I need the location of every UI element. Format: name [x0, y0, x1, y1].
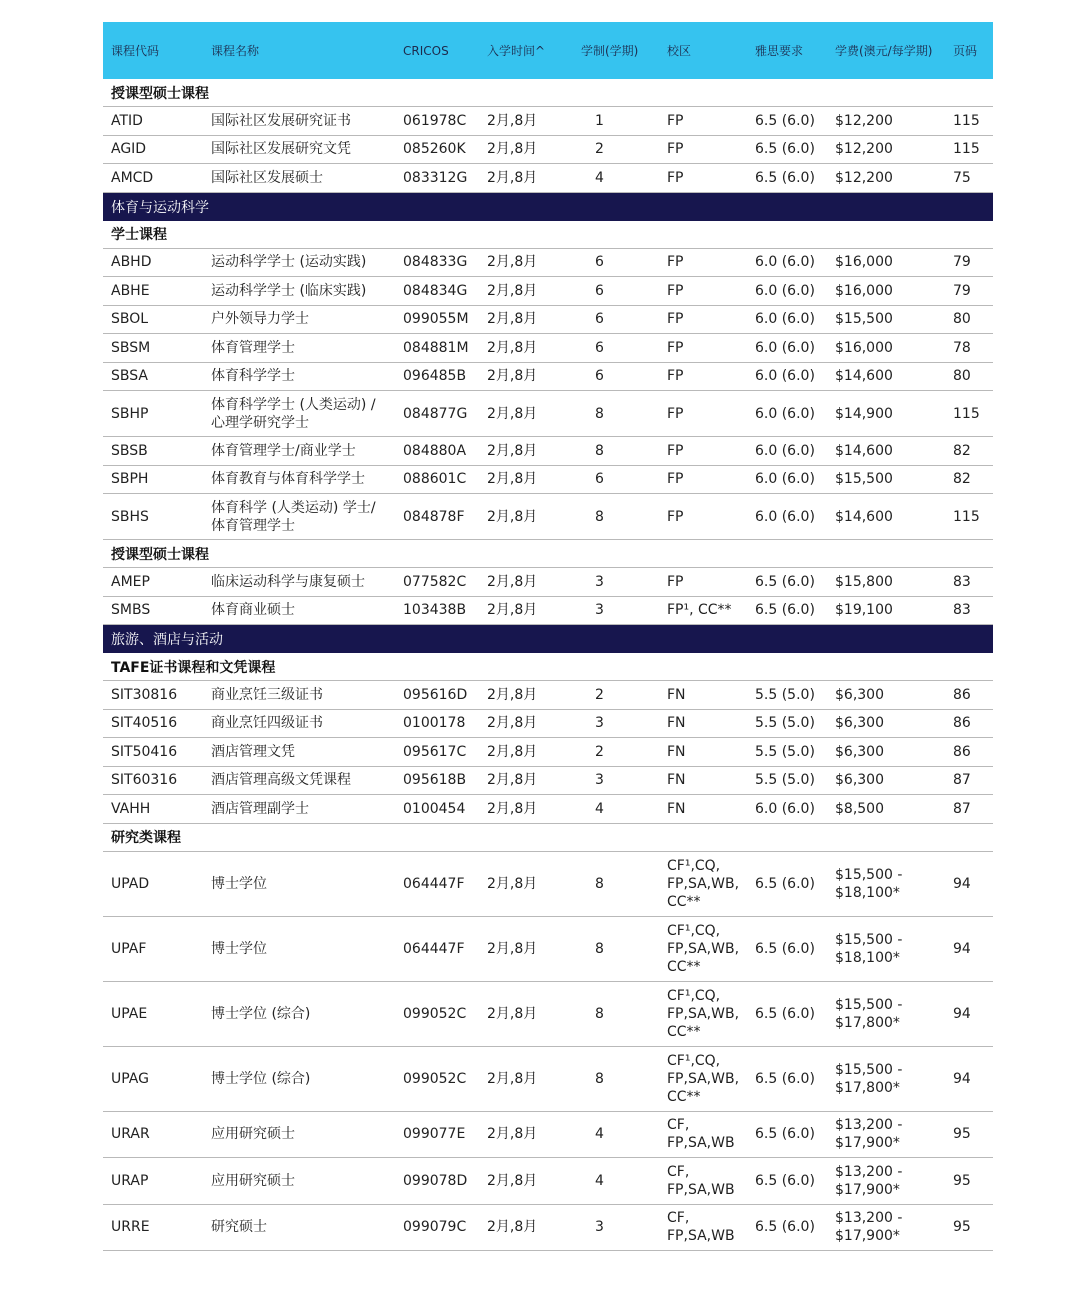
cell-intake: 2月,8月: [487, 169, 538, 186]
cell-cricos: 099077E: [403, 1126, 466, 1143]
cell-page: 80: [953, 311, 971, 328]
cell-name: 国际社区发展硕士: [211, 169, 323, 186]
cell-name: 国际社区发展研究文凭: [211, 141, 351, 158]
cell-duration: 3: [595, 715, 604, 732]
table-header: [103, 22, 993, 79]
cell-fee: $6,300: [835, 686, 884, 703]
cell-duration: 8: [595, 1070, 604, 1087]
cell-page: 83: [953, 573, 971, 590]
cell-name: 体育管理学士: [211, 339, 295, 356]
cell-code: AGID: [111, 141, 147, 158]
cell-campus: FP: [667, 112, 684, 129]
cell-code: UPAD: [111, 875, 150, 892]
cell-duration: 6: [595, 311, 604, 328]
cell-duration: 3: [595, 573, 604, 590]
table-row: [103, 1205, 993, 1252]
cell-page: 94: [953, 1005, 971, 1022]
cell-campus: FP: [667, 442, 684, 459]
cell-duration: 8: [595, 1005, 604, 1022]
table-row: [103, 334, 993, 363]
cell-ielts: 6.5 (6.0): [755, 1219, 815, 1236]
cell-name: 国际社区发展研究证书: [211, 112, 351, 129]
cell-campus: FN: [667, 686, 686, 703]
table-row: [103, 249, 993, 278]
cell-code: AMEP: [111, 573, 150, 590]
section-subheading: 研究类课程: [103, 824, 993, 852]
cell-campus: FP: [667, 368, 684, 385]
cell-cricos: 099052C: [403, 1070, 467, 1087]
cell-intake: 2月,8月: [487, 1219, 538, 1236]
cell-name: 体育管理学士/商业学士: [211, 442, 356, 459]
cell-name: 体育教育与体育科学学士: [211, 471, 365, 488]
cell-name: 酒店管理副学士: [211, 800, 309, 817]
cell-name: 博士学位 (综合): [211, 1005, 311, 1022]
cell-name: 酒店管理高级文凭课程: [211, 772, 351, 789]
cell-duration: 6: [595, 339, 604, 356]
cell-code: SBOL: [111, 311, 149, 328]
table-row: [103, 107, 993, 136]
cell-campus: FP: [667, 311, 684, 328]
cell-code: SMBS: [111, 602, 151, 619]
cell-fee: $14,600: [835, 442, 893, 459]
section-subheading: 授课型硕士课程: [103, 79, 993, 107]
cell-intake: 2月,8月: [487, 368, 538, 385]
cell-fee: $14,900: [835, 405, 893, 422]
cell-cricos: 095617C: [403, 743, 467, 760]
cell-page: 82: [953, 471, 971, 488]
header-intake: 入学时间^: [487, 44, 546, 58]
cell-name: 运动科学学士 (临床实践): [211, 282, 367, 299]
cell-duration: 4: [595, 1126, 604, 1143]
cell-cricos: 084878F: [403, 508, 465, 525]
table-row: [103, 767, 993, 796]
cell-fee: $15,500 - $17,800*: [835, 1061, 903, 1096]
table-row: [103, 437, 993, 466]
cell-campus: CF, FP,SA,WB: [667, 1210, 735, 1245]
table-row: [103, 982, 993, 1047]
cell-fee: $15,500: [835, 471, 893, 488]
cell-page: 94: [953, 875, 971, 892]
cell-fee: $6,300: [835, 715, 884, 732]
cell-campus: FP: [667, 141, 684, 158]
cell-cricos: 095618B: [403, 772, 467, 789]
cell-duration: 8: [595, 940, 604, 957]
cell-name: 博士学位 (综合): [211, 1070, 311, 1087]
header-duration: 学制(学期): [581, 44, 639, 58]
cell-page: 86: [953, 743, 971, 760]
cell-duration: 2: [595, 686, 604, 703]
cell-ielts: 6.5 (6.0): [755, 940, 815, 957]
cell-duration: 6: [595, 471, 604, 488]
table-row: [103, 917, 993, 982]
cell-intake: 2月,8月: [487, 112, 538, 129]
cell-campus: CF, FP,SA,WB: [667, 1163, 735, 1198]
cell-code: SBSM: [111, 339, 151, 356]
cell-page: 80: [953, 368, 971, 385]
cell-duration: 3: [595, 1219, 604, 1236]
cell-code: AMCD: [111, 169, 154, 186]
cell-campus: CF¹,CQ, FP,SA,WB, CC**: [667, 857, 740, 910]
cell-fee: $16,000: [835, 339, 893, 356]
cell-fee: $12,200: [835, 169, 893, 186]
section-band: 体育与运动科学: [103, 193, 993, 221]
cell-intake: 2月,8月: [487, 141, 538, 158]
cell-duration: 6: [595, 254, 604, 271]
cell-cricos: 099079C: [403, 1219, 467, 1236]
cell-name: 体育科学学士: [211, 368, 295, 385]
cell-page: 115: [953, 141, 980, 158]
cell-duration: 8: [595, 508, 604, 525]
cell-page: 86: [953, 686, 971, 703]
cell-ielts: 6.5 (6.0): [755, 169, 815, 186]
cell-ielts: 6.0 (6.0): [755, 311, 815, 328]
cell-code: URAR: [111, 1126, 150, 1143]
cell-intake: 2月,8月: [487, 508, 538, 525]
cell-intake: 2月,8月: [487, 311, 538, 328]
cell-campus: FN: [667, 800, 686, 817]
cell-ielts: 6.5 (6.0): [755, 1172, 815, 1189]
section-subheading: 授课型硕士课程: [103, 540, 993, 568]
cell-code: SBSB: [111, 442, 148, 459]
cell-fee: $16,000: [835, 282, 893, 299]
cell-campus: CF¹,CQ, FP,SA,WB, CC**: [667, 987, 740, 1040]
cell-campus: FP: [667, 254, 684, 271]
cell-duration: 4: [595, 169, 604, 186]
cell-ielts: 6.5 (6.0): [755, 875, 815, 892]
cell-fee: $15,500 - $18,100*: [835, 866, 903, 901]
cell-fee: $8,500: [835, 800, 884, 817]
cell-code: URAP: [111, 1172, 149, 1189]
cell-cricos: 096485B: [403, 368, 467, 385]
cell-duration: 6: [595, 282, 604, 299]
cell-duration: 6: [595, 368, 604, 385]
cell-page: 115: [953, 112, 980, 129]
table-row: [103, 852, 993, 917]
cell-name: 商业烹饪四级证书: [211, 715, 323, 732]
table-row: [103, 306, 993, 335]
cell-campus: FP: [667, 508, 684, 525]
table-row: [103, 494, 993, 540]
header-ielts: 雅思要求: [755, 44, 804, 58]
cell-intake: 2月,8月: [487, 875, 538, 892]
cell-name: 体育科学学士 (人类运动) / 心理学研究学士: [211, 396, 376, 431]
cell-ielts: 6.0 (6.0): [755, 339, 815, 356]
cell-campus: CF¹,CQ, FP,SA,WB, CC**: [667, 1052, 740, 1105]
cell-intake: 2月,8月: [487, 1172, 538, 1189]
cell-cricos: 099052C: [403, 1005, 467, 1022]
cell-cricos: 064447F: [403, 940, 465, 957]
cell-ielts: 6.5 (6.0): [755, 141, 815, 158]
cell-intake: 2月,8月: [487, 1005, 538, 1022]
cell-fee: $12,200: [835, 112, 893, 129]
cell-duration: 8: [595, 442, 604, 459]
cell-code: UPAG: [111, 1070, 149, 1087]
cell-cricos: 099078D: [403, 1172, 468, 1189]
cell-campus: FP¹, CC**: [667, 602, 732, 619]
cell-page: 115: [953, 405, 980, 422]
cell-fee: $12,200: [835, 141, 893, 158]
cell-name: 运动科学学士 (运动实践): [211, 254, 367, 271]
cell-ielts: 5.5 (5.0): [755, 715, 815, 732]
cell-intake: 2月,8月: [487, 940, 538, 957]
cell-ielts: 5.5 (5.0): [755, 772, 815, 789]
cell-fee: $15,800: [835, 573, 893, 590]
cell-ielts: 6.5 (6.0): [755, 573, 815, 590]
cell-name: 临床运动科学与康复硕士: [211, 573, 365, 590]
cell-code: ABHD: [111, 254, 152, 271]
cell-ielts: 6.5 (6.0): [755, 1126, 815, 1143]
cell-campus: FP: [667, 573, 684, 590]
cell-ielts: 6.5 (6.0): [755, 1005, 815, 1022]
cell-fee: $6,300: [835, 743, 884, 760]
cell-cricos: 088601C: [403, 471, 467, 488]
cell-code: SBHP: [111, 405, 149, 422]
cell-code: URRE: [111, 1219, 150, 1236]
cell-ielts: 6.5 (6.0): [755, 1070, 815, 1087]
table-row: [103, 795, 993, 824]
cell-ielts: 6.0 (6.0): [755, 800, 815, 817]
cell-campus: FP: [667, 282, 684, 299]
cell-name: 应用研究硕士: [211, 1172, 295, 1189]
table-row: [103, 710, 993, 739]
table-row: [103, 164, 993, 193]
course-table: [103, 22, 993, 1251]
cell-campus: CF, FP,SA,WB: [667, 1117, 735, 1152]
table-row: [103, 568, 993, 597]
cell-page: 79: [953, 254, 971, 271]
cell-code: SBSA: [111, 368, 148, 385]
cell-fee: $16,000: [835, 254, 893, 271]
header-cricos: CRICOS: [403, 43, 449, 58]
cell-fee: $13,200 - $17,900*: [835, 1117, 903, 1152]
table-row: [103, 277, 993, 306]
cell-duration: 4: [595, 1172, 604, 1189]
cell-cricos: 061978C: [403, 112, 467, 129]
cell-name: 应用研究硕士: [211, 1126, 295, 1143]
cell-page: 115: [953, 508, 980, 525]
cell-intake: 2月,8月: [487, 471, 538, 488]
cell-ielts: 6.0 (6.0): [755, 282, 815, 299]
cell-cricos: 077582C: [403, 573, 467, 590]
header-campus: 校区: [667, 44, 692, 58]
cell-duration: 4: [595, 800, 604, 817]
cell-page: 86: [953, 715, 971, 732]
cell-ielts: 6.0 (6.0): [755, 405, 815, 422]
cell-fee: $13,200 - $17,900*: [835, 1163, 903, 1198]
cell-fee: $15,500 - $18,100*: [835, 931, 903, 966]
table-body: [103, 79, 993, 1251]
cell-ielts: 6.0 (6.0): [755, 471, 815, 488]
cell-cricos: 0100454: [403, 800, 466, 817]
cell-duration: 2: [595, 743, 604, 760]
cell-page: 83: [953, 602, 971, 619]
cell-intake: 2月,8月: [487, 715, 538, 732]
cell-campus: FP: [667, 405, 684, 422]
table-row: [103, 681, 993, 710]
cell-intake: 2月,8月: [487, 686, 538, 703]
cell-cricos: 084880A: [403, 442, 467, 459]
cell-fee: $15,500 - $17,800*: [835, 996, 903, 1031]
cell-campus: FP: [667, 339, 684, 356]
header-name: 课程名称: [211, 44, 260, 58]
cell-page: 87: [953, 800, 971, 817]
cell-page: 94: [953, 940, 971, 957]
cell-page: 95: [953, 1172, 971, 1189]
header-fee: 学费(澳元/每学期): [835, 44, 933, 58]
cell-code: SBHS: [111, 508, 149, 525]
cell-fee: $13,200 - $17,900*: [835, 1210, 903, 1245]
cell-campus: FN: [667, 772, 686, 789]
cell-intake: 2月,8月: [487, 282, 538, 299]
cell-cricos: 064447F: [403, 875, 465, 892]
section-band: 旅游、酒店与活动: [103, 625, 993, 653]
cell-name: 酒店管理文凭: [211, 743, 295, 760]
cell-code: ATID: [111, 112, 143, 129]
table-row: [103, 391, 993, 437]
cell-page: 78: [953, 339, 971, 356]
table-row: [103, 466, 993, 495]
cell-duration: 8: [595, 405, 604, 422]
cell-intake: 2月,8月: [487, 1070, 538, 1087]
cell-page: 95: [953, 1126, 971, 1143]
cell-duration: 3: [595, 772, 604, 789]
cell-ielts: 6.5 (6.0): [755, 112, 815, 129]
cell-intake: 2月,8月: [487, 573, 538, 590]
cell-cricos: 103438B: [403, 602, 467, 619]
cell-intake: 2月,8月: [487, 339, 538, 356]
cell-cricos: 084877G: [403, 405, 468, 422]
cell-cricos: 084834G: [403, 282, 468, 299]
cell-code: SBPH: [111, 471, 149, 488]
section-subheading: TAFE证书课程和文凭课程: [103, 653, 993, 681]
cell-campus: FN: [667, 715, 686, 732]
cell-code: SIT30816: [111, 686, 178, 703]
cell-fee: $14,600: [835, 508, 893, 525]
cell-ielts: 6.5 (6.0): [755, 602, 815, 619]
cell-code: UPAF: [111, 940, 147, 957]
cell-name: 博士学位: [211, 940, 267, 957]
cell-name: 户外领导力学士: [211, 311, 309, 328]
cell-code: SIT60316: [111, 772, 178, 789]
header-code: 课程代码: [111, 44, 160, 58]
cell-code: VAHH: [111, 800, 151, 817]
table-row: [103, 136, 993, 165]
cell-duration: 2: [595, 141, 604, 158]
cell-campus: CF¹,CQ, FP,SA,WB, CC**: [667, 922, 740, 975]
cell-cricos: 095616D: [403, 686, 468, 703]
cell-campus: FP: [667, 471, 684, 488]
cell-ielts: 5.5 (5.0): [755, 686, 815, 703]
table-row: [103, 1158, 993, 1205]
cell-cricos: 099055M: [403, 311, 469, 328]
cell-cricos: 083312G: [403, 169, 468, 186]
table-row: [103, 363, 993, 392]
cell-ielts: 6.0 (6.0): [755, 508, 815, 525]
cell-fee: $19,100: [835, 602, 893, 619]
cell-campus: FP: [667, 169, 684, 186]
cell-intake: 2月,8月: [487, 772, 538, 789]
cell-code: ABHE: [111, 282, 150, 299]
cell-page: 79: [953, 282, 971, 299]
cell-intake: 2月,8月: [487, 1126, 538, 1143]
table-row: [103, 1047, 993, 1112]
cell-intake: 2月,8月: [487, 743, 538, 760]
cell-intake: 2月,8月: [487, 442, 538, 459]
cell-duration: 8: [595, 875, 604, 892]
cell-page: 75: [953, 169, 971, 186]
table-row: [103, 738, 993, 767]
table-row: [103, 1112, 993, 1159]
cell-intake: 2月,8月: [487, 602, 538, 619]
cell-fee: $15,500: [835, 311, 893, 328]
cell-code: SIT40516: [111, 715, 178, 732]
cell-page: 87: [953, 772, 971, 789]
cell-name: 体育商业硕士: [211, 602, 295, 619]
cell-fee: $14,600: [835, 368, 893, 385]
cell-name: 研究硕士: [211, 1219, 267, 1236]
cell-cricos: 084833G: [403, 254, 468, 271]
cell-name: 博士学位: [211, 875, 267, 892]
cell-page: 82: [953, 442, 971, 459]
cell-code: SIT50416: [111, 743, 178, 760]
section-subheading: 学士课程: [103, 221, 993, 249]
cell-duration: 1: [595, 112, 604, 129]
header-page: 页码: [953, 44, 978, 58]
cell-cricos: 085260K: [403, 141, 466, 158]
cell-code: UPAE: [111, 1005, 148, 1022]
cell-intake: 2月,8月: [487, 800, 538, 817]
cell-duration: 3: [595, 602, 604, 619]
cell-name: 体育科学 (人类运动) 学士/ 体育管理学士: [211, 499, 376, 534]
table-row: [103, 597, 993, 626]
cell-page: 94: [953, 1070, 971, 1087]
cell-page: 95: [953, 1219, 971, 1236]
cell-name: 商业烹饪三级证书: [211, 686, 323, 703]
cell-campus: FN: [667, 743, 686, 760]
cell-ielts: 6.0 (6.0): [755, 442, 815, 459]
cell-intake: 2月,8月: [487, 405, 538, 422]
cell-intake: 2月,8月: [487, 254, 538, 271]
cell-cricos: 0100178: [403, 715, 466, 732]
cell-cricos: 084881M: [403, 339, 469, 356]
cell-ielts: 6.0 (6.0): [755, 254, 815, 271]
cell-ielts: 5.5 (5.0): [755, 743, 815, 760]
cell-ielts: 6.0 (6.0): [755, 368, 815, 385]
cell-fee: $6,300: [835, 772, 884, 789]
